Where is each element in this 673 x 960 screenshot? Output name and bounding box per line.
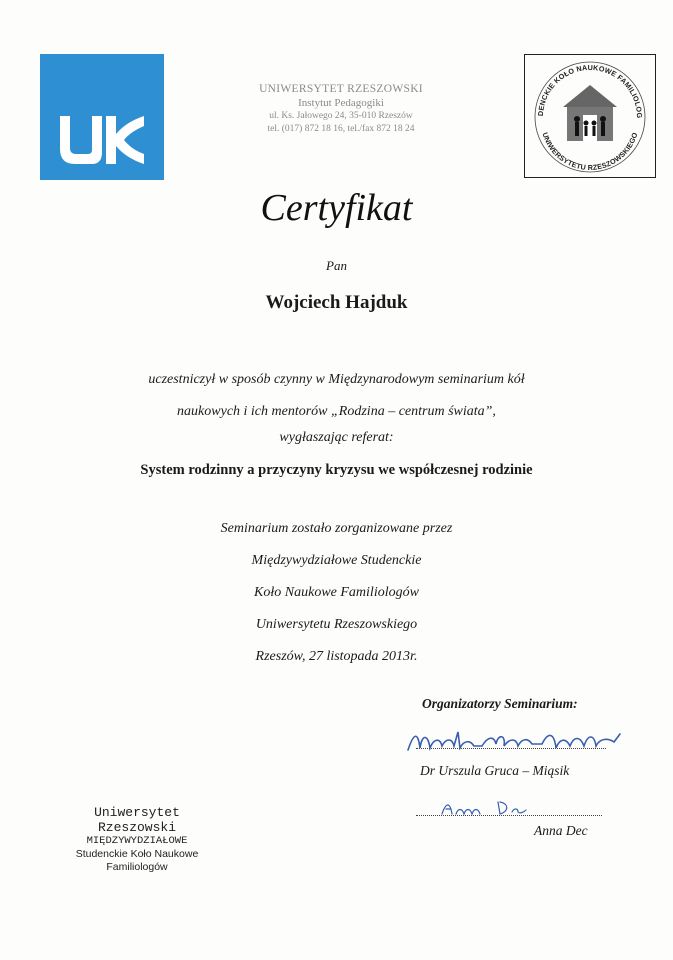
organizer-line-4: Uniwersytetu Rzeszowskiego [255, 617, 418, 632]
signature-1-handwriting [404, 724, 626, 756]
organizer-line-2: Międzywydziałowe Studenckie [251, 553, 422, 568]
stamp-line-1: Uniwersytet Rzeszowski [94, 805, 180, 835]
handwritten-signature-icon [404, 724, 626, 756]
stamp-line-2: MIĘDZYWYDZIAŁOWE [86, 835, 188, 847]
seal-top-text: DENCKIE KOŁO NAUKOWE FAMILIOLOG [535, 62, 645, 119]
recipient-name: Wojciech Hajduk [265, 292, 408, 313]
university-name: UNIWERSYTET RZESZOWSKI [259, 83, 423, 95]
club-seal [524, 54, 656, 178]
family-house-seal-icon [525, 55, 655, 177]
salutation: Pan [326, 258, 347, 273]
certificate-title: Certyfikat [260, 187, 413, 229]
signature-line-1 [416, 748, 606, 749]
institute-address: ul. Ks. Jałowego 24, 35-010 Rzeszów [269, 111, 413, 121]
participation-line-2: naukowych i ich mentorów „Rodzina – centrum świata”, [177, 404, 496, 419]
stamp-line-3: Studenckie Koło Naukowe [75, 848, 199, 860]
ur-logo-icon [40, 54, 164, 180]
organizer-line-1: Seminarium zostało zorganizowane przez [220, 521, 453, 536]
organizers-heading: Organizatorzy Seminarium: [422, 696, 578, 711]
signer-1-name: Dr Urszula Gruca – Miąsik [420, 763, 570, 778]
institute-phone: tel. (017) 872 18 16, tel./fax 872 18 24 [267, 124, 415, 134]
signature-line-2 [416, 815, 602, 816]
university-logo [40, 54, 164, 180]
lecture-topic: System rodzinny a przyczyny kryzysu we współczesnej rodzinie [140, 462, 533, 478]
seal-bottom-text: UNIWERSYTETU RZESZOWSKIEGO [540, 131, 640, 173]
participation-line-1: uczestniczył w sposób czynny w Międzynarodowym seminarium kół [148, 372, 525, 387]
organization-stamp [54, 805, 220, 874]
stamp-line-4: Familiologów [106, 861, 168, 873]
participation-line-3: wygłaszając referat: [279, 430, 394, 445]
organizer-line-3: Koło Naukowe Familiologów [254, 585, 419, 600]
institute-name: Instytut Pedagogiki [298, 97, 384, 109]
place-and-date: Rzeszów, 27 listopada 2013r. [255, 649, 418, 664]
signer-2-name: Anna Dec [534, 823, 588, 838]
university-header [236, 82, 446, 136]
